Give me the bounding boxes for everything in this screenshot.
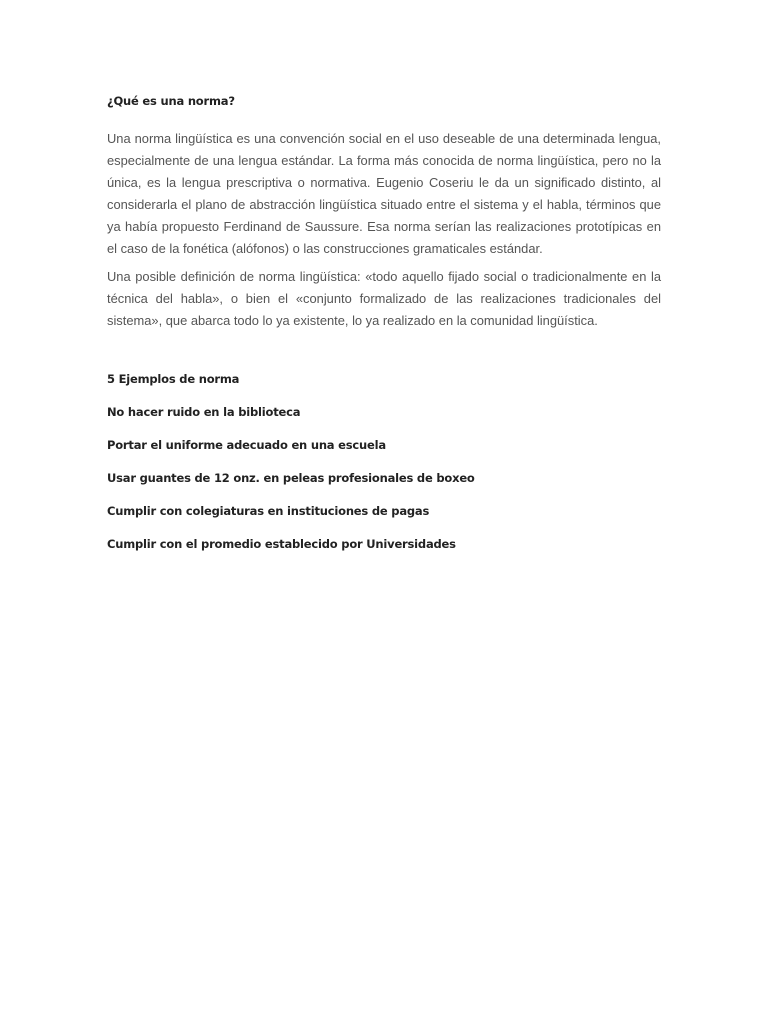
examples-list	[107, 403, 661, 553]
example-item: Cumplir con el promedio establecido por Universidades	[107, 537, 456, 551]
examples-title: 5 Ejemplos de norma	[107, 372, 240, 386]
paragraph-definition: Una norma lingüística es una convención social en el uso deseable de una determinada lengua, especialmente de una lengua estándar. La forma más conocida de norma lingüística, pero no la única, es la lengua prescriptiva o normativa. Eugenio Coseriu le da un significado distinto, al considerarla el plano de abstracción lingüística situado entre el sistema y el habla, términos que ya había propuesto Ferdinand de Saussure. Esa norma serían las realizaciones prototípicas en el caso de la fonética (alófonos) o las construcciones gramaticales estándar.	[107, 131, 661, 256]
example-item: Usar guantes de 12 onz. en peleas profesionales de boxeo	[107, 471, 475, 485]
document-heading: ¿Qué es una norma?	[107, 94, 235, 108]
paragraph-possible-definition: Una posible definición de norma lingüística: «todo aquello fijado social o tradicionalmente en la técnica del habla», o bien el «conjunto formalizado de las realizaciones tradicionales del sistema», que abarca todo lo ya existente, lo ya realizado en la comunidad lingüística.	[107, 269, 661, 328]
example-item: Portar el uniforme adecuado en una escuela	[107, 438, 386, 452]
example-item: Cumplir con colegiaturas en instituciones de pagas	[107, 504, 430, 518]
example-item: No hacer ruido en la biblioteca	[107, 405, 301, 419]
document-body	[107, 92, 661, 553]
